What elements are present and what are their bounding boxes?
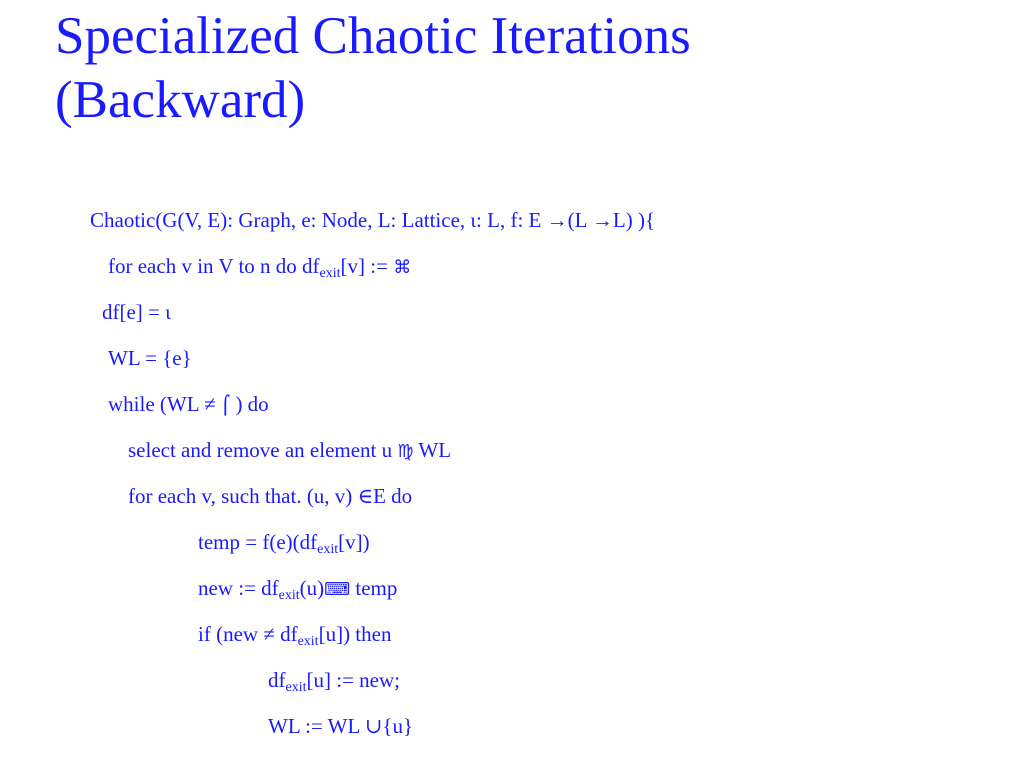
code-line-update: $df_{exit}[u]$ := new;: [268, 668, 400, 695]
title-line-2: (Backward): [55, 71, 306, 129]
code-line-while: while (WL ≠ ⌠ ) do: [108, 392, 269, 416]
join-symbol-icon: ⌨: [324, 579, 351, 600]
bottom-symbol-icon: ⌘: [393, 257, 412, 278]
code-line-init-entry: df[e] = ι: [102, 300, 171, 324]
code-line-worklist-init: WL = {e}: [108, 346, 192, 370]
code-line-worklist-add: WL := WL ∪{u}: [268, 714, 414, 738]
code-line-init-loop: for each v in V to n do $df_{exit}[v]$ := ⌘: [108, 254, 412, 281]
empty-set-symbol-icon: ⌠: [220, 395, 231, 416]
title-line-1: Specialized Chaotic Iterations: [55, 7, 691, 65]
code-line-temp: temp = $f(e)(df_{exit}[v])$: [198, 530, 370, 557]
code-line-select: select and remove an element u ♍ WL: [128, 438, 452, 462]
code-line-new: new := $df_{exit}(u)⌨$ temp: [198, 576, 398, 603]
element-of-symbol-icon: ♍: [397, 441, 414, 462]
code-line-signature: Chaotic(G(V, E): Graph, e: Node, L: Lattice, ι: L, f: E →(L →L) ){: [90, 208, 656, 232]
code-line-if: if $(new \ne df_{exit}[u])$ then: [198, 622, 392, 649]
code-line-for-each-edge: for each v, such that. (u, v) ∈E do: [128, 484, 413, 508]
